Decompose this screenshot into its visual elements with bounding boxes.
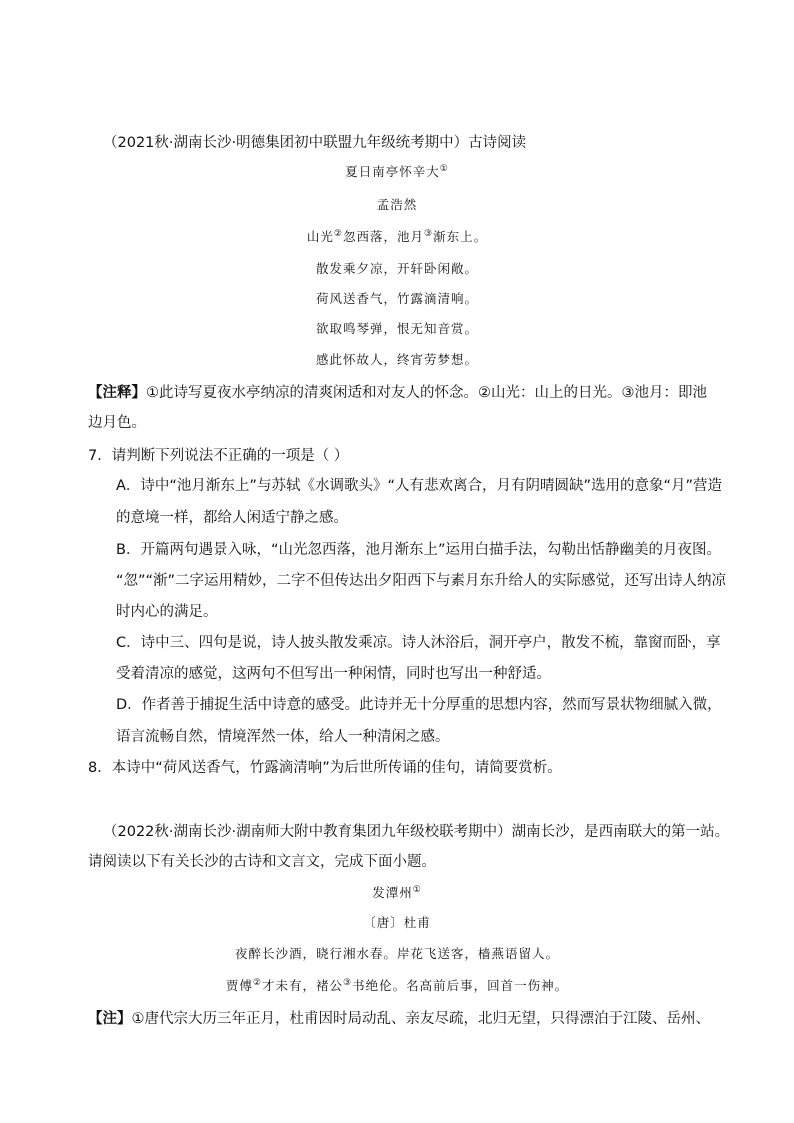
poem2-title: 发潭州①: [372, 885, 422, 900]
q7-option-b-cont2: 时内心的满足。: [116, 604, 218, 620]
poem1-line-2: 散发乘夕凉，开轩卧闲敞。: [315, 261, 478, 276]
poem1-note: 【注释】①此诗写夏夜水亭纳凉的清爽闲适和对友人的怀念。②山光：山上的日光。③池月：即池: [88, 385, 707, 401]
question-7-stem: 7．请判断下列说法不正确的一项是（ ）: [88, 448, 349, 464]
q7-option-a-cont: 的意境一样，都给人闲适宁静之感。: [116, 510, 348, 526]
poem1-line-4: 欲取鸣琴弹，恨无知音赏。: [315, 321, 478, 336]
poem2-line-1: 夜醉长沙酒，晓行湘水春。岸花飞送客，樯燕语留人。: [234, 946, 559, 961]
q7-option-b: B．开篇两句遇景入咏，“山光忽西落，池月渐东上”运用白描手法，勾勒出恬静幽美的月夜图。: [116, 542, 721, 558]
section2-source-cont: 请阅读以下有关长沙的古诗和文言文，完成下面小题。: [88, 854, 436, 870]
poem1-line-1: 山光②忽西落，池月③渐东上。: [306, 229, 488, 244]
q7-option-d-cont: 语言流畅自然，情境浑然一体，给人一种清闲之感。: [116, 729, 450, 745]
poem1-line-3: 荷风送香气，竹露滴清响。: [315, 291, 478, 306]
poem2-author: 〔唐〕杜甫: [363, 915, 431, 930]
poem1-note-cont: 边月色。: [88, 415, 146, 431]
poem1-title: 夏日南亭怀辛大①: [345, 164, 449, 179]
q7-option-d: D．作者善于捕捉生活中诗意的感受。此诗并无十分厚重的思想内容，然而写景状物细腻入微，: [116, 697, 722, 713]
poem2-line-2: 贾傅②才未有，褚公③书绝伦。名高前后事，回首一伤神。: [225, 978, 569, 993]
poem2-note: 【注】①唐代宗大历三年正月，杜甫因时局动乱、亲友尽疏，北归无望，只得漂泊于江陵、岳州、: [88, 1011, 710, 1027]
section2-source: （2022秋·湖南长沙·湖南师大附中教育集团九年级校联考期中）湖南长沙，是西南联大的第一站。: [103, 824, 730, 840]
question-8: 8．本诗中“荷风送香气，竹露滴清响”为后世所传诵的佳句，请简要赏析。: [88, 760, 562, 776]
q7-option-c-cont: 受着清凉的感觉，这两句不但写出一种闲情，同时也写出一种舒适。: [116, 666, 551, 682]
q7-option-b-cont1: “忽”“渐”二字运用精妙，二字不但传达出夕阳西下与素月东升给人的实际感觉，还写出诗人纳凉: [116, 573, 727, 589]
q7-option-c: C．诗中三、四句是说，诗人披头散发乘凉。诗人沐浴后，洞开亭户，散发不梳，靠窗而卧，享: [116, 635, 721, 651]
poem1-author: 孟浩然: [376, 197, 418, 212]
q7-option-a: A．诗中“池月渐东上”与苏轼《水调歌头》“人有悲欢离合，月有阴晴圆缺”选用的意象“月”营造: [116, 478, 722, 494]
section1-source: （2021秋·湖南长沙·明德集团初中联盟九年级统考期中）古诗阅读: [103, 135, 527, 151]
poem1-line-5: 感此怀故人，终宵劳梦想。: [315, 352, 478, 367]
